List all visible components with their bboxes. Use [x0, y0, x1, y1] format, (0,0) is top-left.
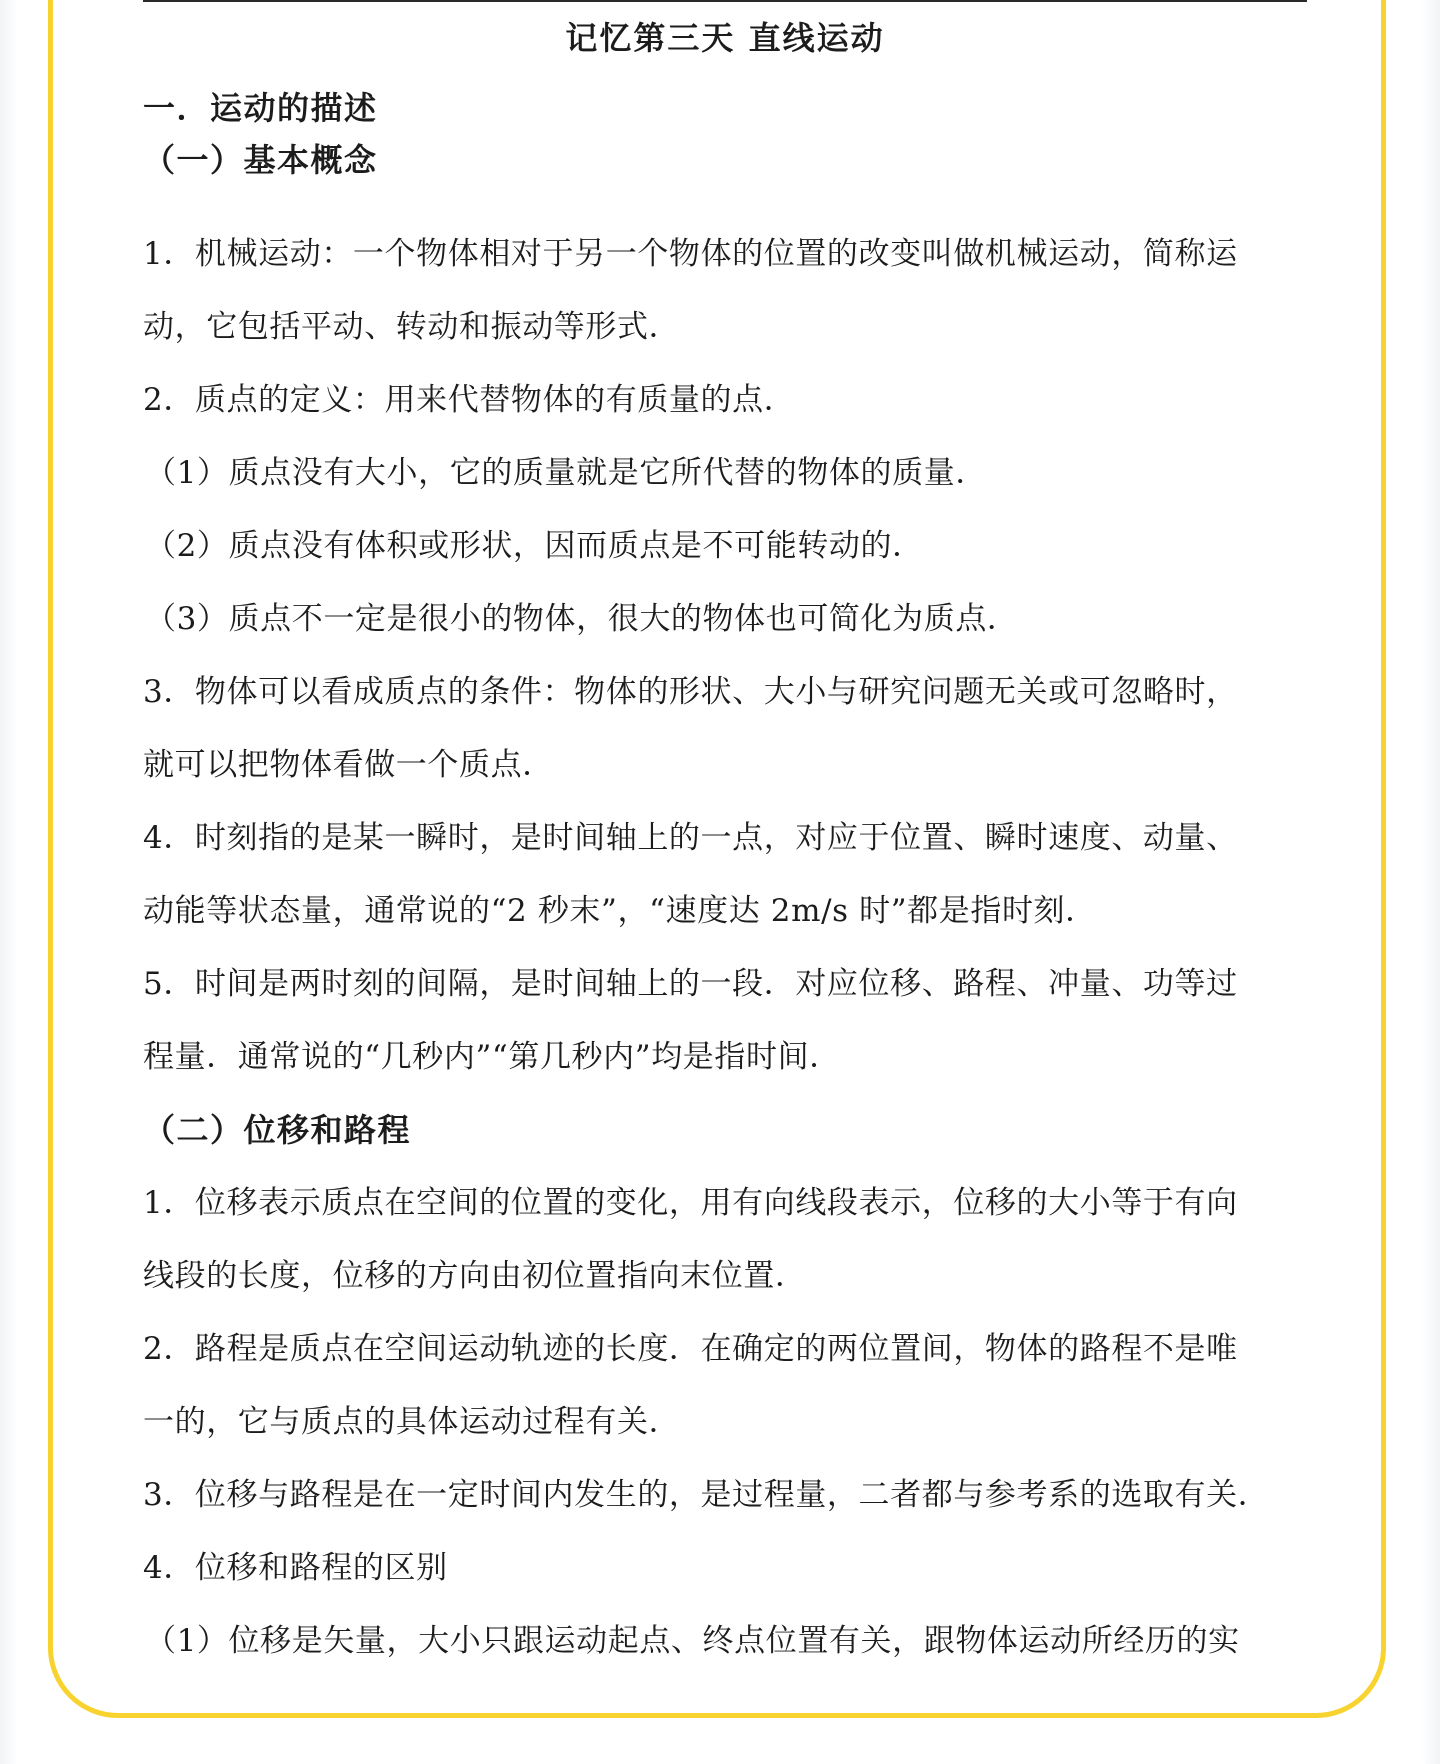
text-line: 5．时间是两时刻的间隔，是时间轴上的一段．对应位移、路程、冲量、功等过 — [143, 966, 1238, 1002]
text-line: 3．物体可以看成质点的条件：物体的形状、大小与研究问题无关或可忽略时， — [143, 674, 1238, 710]
text-line: 程量．通常说的“几秒内”“第几秒内”均是指时间． — [143, 1039, 841, 1075]
text-line: （3）质点不一定是很小的物体，很大的物体也可简化为质点． — [145, 601, 1019, 637]
text-line: 2．质点的定义：用来代替物体的有质量的点． — [143, 382, 796, 418]
text-line: 动能等状态量，通常说的“2 秒末”，“速度达 2m/s 时”都是指时刻． — [143, 893, 1097, 929]
text-line: 线段的长度，位移的方向由初位置指向末位置． — [143, 1258, 807, 1294]
text-line: 4．位移和路程的区别 — [143, 1550, 448, 1586]
text-line: 2．路程是质点在空间运动轨迹的长度．在确定的两位置间，物体的路程不是唯 — [143, 1331, 1238, 1367]
text-line: 就可以把物体看做一个质点． — [143, 747, 554, 783]
subsection-heading-basic-concepts: （一）基本概念 — [143, 141, 378, 179]
subsection-heading-displacement-path: （二）位移和路程 — [143, 1111, 412, 1149]
text-line: （1）位移是矢量，大小只跟运动起点、终点位置有关，跟物体运动所经历的实 — [145, 1623, 1240, 1659]
text-line: 3．位移与路程是在一定时间内发生的，是过程量，二者都与参考系的选取有关． — [143, 1477, 1270, 1513]
text-line: 一的，它与质点的具体运动过程有关． — [143, 1404, 681, 1440]
text-line: 动，它包括平动、转动和振动等形式． — [143, 309, 681, 345]
text-line: （1）质点没有大小，它的质量就是它所代替的物体的质量． — [145, 455, 987, 491]
text-line: 1．位移表示质点在空间的位置的变化，用有向线段表示，位移的大小等于有向 — [143, 1185, 1238, 1221]
text-line: 4．时刻指的是某一瞬时，是时间轴上的一点，对应于位置、瞬时速度、动量、 — [143, 820, 1238, 856]
text-line: （2）质点没有体积或形状，因而质点是不可能转动的． — [145, 528, 924, 564]
section-heading-motion-description: 一．运动的描述 — [143, 89, 378, 127]
document-title: 记忆第三天 直线运动 — [565, 19, 885, 57]
text-line: 1．机械运动：一个物体相对于另一个物体的位置的改变叫做机械运动，简称运 — [143, 236, 1238, 272]
